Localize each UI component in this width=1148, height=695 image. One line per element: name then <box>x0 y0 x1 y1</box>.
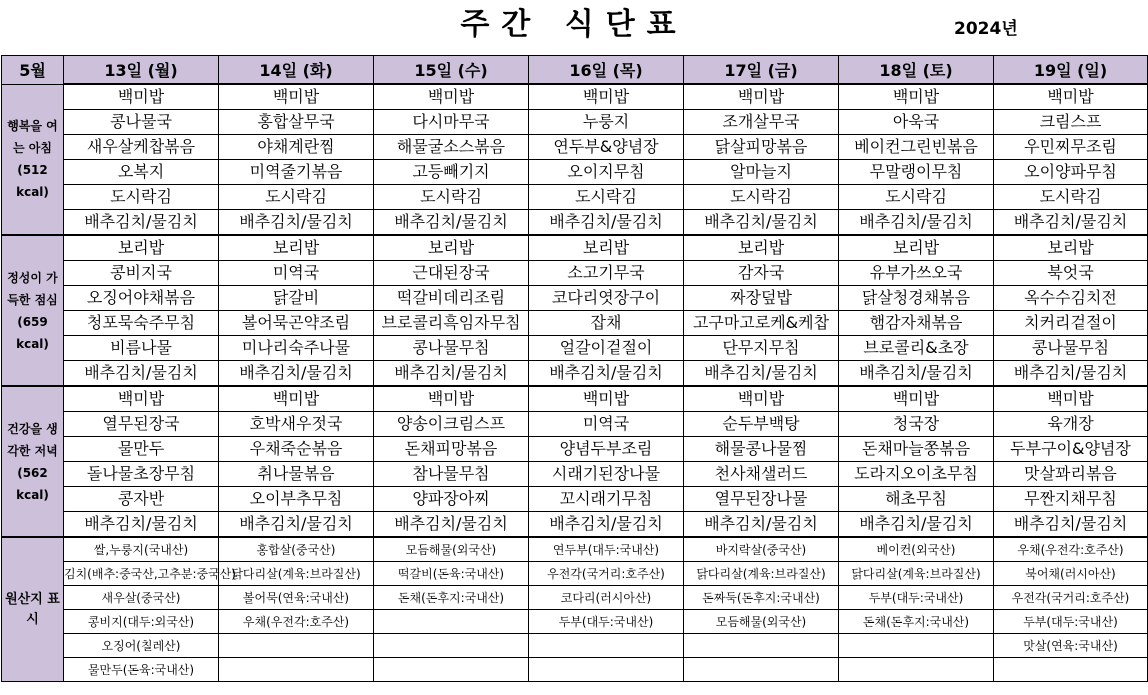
meal-row <box>2 210 1148 236</box>
menu-item: 오이지무침 <box>529 160 684 185</box>
menu-item: 백미밥 <box>839 84 994 110</box>
menu-item: 고구마고로케&케찹 <box>684 311 839 336</box>
menu-item: 백미밥 <box>994 84 1148 110</box>
menu-item: 잡채 <box>529 311 684 336</box>
menu-item: 물만두 <box>64 437 219 462</box>
menu-item: 북엇국 <box>994 261 1148 286</box>
origin-item <box>219 658 374 682</box>
origin-item: 우전각(국거리:호주산) <box>529 562 684 586</box>
meal-label: 정성이 가득한 점심 (659 kcal) <box>2 235 64 386</box>
menu-item: 크림스프 <box>994 110 1148 135</box>
menu-body <box>2 84 1148 682</box>
menu-item: 도시락김 <box>219 185 374 210</box>
menu-item: 백미밥 <box>529 386 684 412</box>
header-row <box>2 56 1148 85</box>
origin-item <box>219 634 374 658</box>
menu-item: 취나물볶음 <box>219 462 374 487</box>
origin-item: 닭다리살(계육:브라질산) <box>839 562 994 586</box>
menu-item: 배추김치/물김치 <box>64 512 219 538</box>
origin-row <box>2 586 1148 610</box>
menu-item: 천사채샐러드 <box>684 462 839 487</box>
menu-item: 도시락김 <box>684 185 839 210</box>
menu-item: 배추김치/물김치 <box>994 210 1148 236</box>
menu-item: 호박새우젓국 <box>219 412 374 437</box>
day-header: 19일 (일) <box>994 56 1148 85</box>
menu-item: 백미밥 <box>994 386 1148 412</box>
origin-row <box>2 537 1148 562</box>
menu-item: 백미밥 <box>64 84 219 110</box>
origin-item: 돈채(돈후지:국내산) <box>374 586 529 610</box>
origin-item: 쌀,누룽지(국내산) <box>64 537 219 562</box>
menu-item: 치커리겉절이 <box>994 311 1148 336</box>
menu-item: 해물굴소스볶음 <box>374 135 529 160</box>
menu-item: 닭갈비 <box>219 286 374 311</box>
page-title: 주간 식단표 <box>460 7 688 42</box>
meal-row <box>2 160 1148 185</box>
origin-row <box>2 562 1148 586</box>
menu-item: 오이부추무침 <box>219 487 374 512</box>
origin-item: 모듬해물(외국산) <box>374 537 529 562</box>
menu-item: 햄감자채볶음 <box>839 311 994 336</box>
menu-item: 보리밥 <box>64 235 219 261</box>
menu-item: 양송이크림스프 <box>374 412 529 437</box>
day-header: 13일 (월) <box>64 56 219 85</box>
menu-item: 콩나물국 <box>64 110 219 135</box>
origin-item: 두부(대두:국내산) <box>994 610 1148 634</box>
menu-item: 배추김치/물김치 <box>219 512 374 538</box>
menu-item: 닭살청경채볶음 <box>839 286 994 311</box>
menu-item: 배추김치/물김치 <box>839 210 994 236</box>
menu-item: 오이양파무침 <box>994 160 1148 185</box>
origin-item: 콩비지(대두:외국산) <box>64 610 219 634</box>
menu-item: 배추김치/물김치 <box>994 512 1148 538</box>
menu-item: 볼어묵곤약조림 <box>219 311 374 336</box>
menu-item: 짜장덮밥 <box>684 286 839 311</box>
menu-item: 보리밥 <box>684 235 839 261</box>
origin-item <box>529 634 684 658</box>
meal-row <box>2 512 1148 538</box>
menu-item: 배추김치/물김치 <box>64 361 219 387</box>
menu-item: 보리밥 <box>374 235 529 261</box>
menu-item: 배추김치/물김치 <box>684 210 839 236</box>
menu-item: 유부가쓰오국 <box>839 261 994 286</box>
menu-item: 닭살피망볶음 <box>684 135 839 160</box>
menu-item: 두부구이&양념장 <box>994 437 1148 462</box>
menu-item: 배추김치/물김치 <box>529 512 684 538</box>
menu-item: 해물콩나물찜 <box>684 437 839 462</box>
menu-item: 배추김치/물김치 <box>374 210 529 236</box>
menu-item: 양파장아찌 <box>374 487 529 512</box>
origin-item: 물만두(돈육:국내산) <box>64 658 219 682</box>
menu-item: 맛살꽈리볶음 <box>994 462 1148 487</box>
meal-row <box>2 286 1148 311</box>
day-header: 16일 (목) <box>529 56 684 85</box>
menu-item: 단무지무침 <box>684 336 839 361</box>
menu-item: 비름나물 <box>64 336 219 361</box>
menu-item: 아욱국 <box>839 110 994 135</box>
menu-item: 백미밥 <box>219 84 374 110</box>
menu-item: 배추김치/물김치 <box>64 210 219 236</box>
menu-item: 백미밥 <box>374 386 529 412</box>
meal-row <box>2 235 1148 261</box>
meal-row <box>2 311 1148 336</box>
origin-item: 우채(우전각:호주산) <box>994 537 1148 562</box>
menu-item: 콩비지국 <box>64 261 219 286</box>
menu-item: 브로콜리&초장 <box>839 336 994 361</box>
menu-item: 새우살케찹볶음 <box>64 135 219 160</box>
menu-item: 시래기된장나물 <box>529 462 684 487</box>
origin-item <box>839 634 994 658</box>
menu-item: 배추김치/물김치 <box>839 512 994 538</box>
menu-item: 배추김치/물김치 <box>374 512 529 538</box>
menu-item: 옥수수김치전 <box>994 286 1148 311</box>
meal-row <box>2 437 1148 462</box>
menu-item: 무말랭이무침 <box>839 160 994 185</box>
origin-item: 볼어묵(연육:국내산) <box>219 586 374 610</box>
menu-item: 오징어야채볶음 <box>64 286 219 311</box>
menu-item: 콩나물무침 <box>374 336 529 361</box>
menu-item: 백미밥 <box>684 386 839 412</box>
menu-item: 누룽지 <box>529 110 684 135</box>
menu-item: 미역줄기볶음 <box>219 160 374 185</box>
origin-item: 오징어(칠레산) <box>64 634 219 658</box>
origin-item: 닭다리살(계육:브라질산) <box>684 562 839 586</box>
menu-item: 청포묵숙주무침 <box>64 311 219 336</box>
meal-row <box>2 84 1148 110</box>
menu-item: 오복지 <box>64 160 219 185</box>
origin-item <box>839 658 994 682</box>
menu-item: 해초무침 <box>839 487 994 512</box>
origin-item: 두부(대두:국내산) <box>529 610 684 634</box>
origin-item: 모듬해물(외국산) <box>684 610 839 634</box>
origin-item: 떡갈비(돈육:국내산) <box>374 562 529 586</box>
meal-row <box>2 110 1148 135</box>
menu-item: 돌나물초장무침 <box>64 462 219 487</box>
origin-item: 우전각(국거리:호주산) <box>994 586 1148 610</box>
menu-item: 배추김치/물김치 <box>529 361 684 387</box>
menu-item: 도시락김 <box>994 185 1148 210</box>
menu-item: 돈채마늘쫑볶음 <box>839 437 994 462</box>
menu-item: 다시마무국 <box>374 110 529 135</box>
menu-item: 보리밥 <box>994 235 1148 261</box>
month-header: 5월 <box>2 56 64 85</box>
meal-row <box>2 336 1148 361</box>
origin-item <box>374 610 529 634</box>
menu-item: 배추김치/물김치 <box>219 361 374 387</box>
menu-item: 무짠지채무침 <box>994 487 1148 512</box>
menu-item: 소고기무국 <box>529 261 684 286</box>
menu-item: 도시락김 <box>529 185 684 210</box>
menu-item: 보리밥 <box>529 235 684 261</box>
menu-item: 육개장 <box>994 412 1148 437</box>
origin-item: 베이컨(외국산) <box>839 537 994 562</box>
meal-row <box>2 386 1148 412</box>
menu-item: 청국장 <box>839 412 994 437</box>
menu-item: 야채계란찜 <box>219 135 374 160</box>
menu-item: 열무된장국 <box>64 412 219 437</box>
origin-item: 바지락살(중국산) <box>684 537 839 562</box>
menu-item: 도라지오이초무침 <box>839 462 994 487</box>
meal-row <box>2 261 1148 286</box>
menu-item: 양념두부조림 <box>529 437 684 462</box>
menu-item: 연두부&양념장 <box>529 135 684 160</box>
menu-item: 미역국 <box>219 261 374 286</box>
menu-table <box>1 55 1148 682</box>
menu-item: 배추김치/물김치 <box>994 361 1148 387</box>
menu-item: 근대된장국 <box>374 261 529 286</box>
origin-item: 돈짜둑(돈후지:국내산) <box>684 586 839 610</box>
day-header: 14일 (화) <box>219 56 374 85</box>
year-label: 2024년 <box>954 19 1018 39</box>
origin-item <box>684 634 839 658</box>
menu-item: 배추김치/물김치 <box>839 361 994 387</box>
menu-item: 배추김치/물김치 <box>684 512 839 538</box>
menu-item: 백미밥 <box>64 386 219 412</box>
menu-item: 도시락김 <box>839 185 994 210</box>
origin-item <box>684 658 839 682</box>
meal-row <box>2 412 1148 437</box>
meal-row <box>2 185 1148 210</box>
menu-item: 돈채피망볶음 <box>374 437 529 462</box>
menu-item: 감자국 <box>684 261 839 286</box>
origin-item: 코다리(러시아산) <box>529 586 684 610</box>
origin-row <box>2 610 1148 634</box>
menu-item: 꼬시래기무침 <box>529 487 684 512</box>
menu-item: 콩자반 <box>64 487 219 512</box>
origin-item <box>374 658 529 682</box>
meal-row <box>2 487 1148 512</box>
menu-item: 우민찌무조림 <box>994 135 1148 160</box>
origin-item: 맛살(연육:국내산) <box>994 634 1148 658</box>
menu-item: 베이컨그린빈볶음 <box>839 135 994 160</box>
menu-item: 콩나물무침 <box>994 336 1148 361</box>
menu-item: 백미밥 <box>219 386 374 412</box>
menu-item: 알마늘지 <box>684 160 839 185</box>
origin-item: 김치(배추:중국산,고추분:중국산) <box>64 562 219 586</box>
meal-label: 행복을 여는 아침 (512 kcal) <box>2 84 64 235</box>
menu-item: 순두부백탕 <box>684 412 839 437</box>
menu-item: 보리밥 <box>219 235 374 261</box>
menu-item: 배추김치/물김치 <box>219 210 374 236</box>
origin-item: 우채(우전각:호주산) <box>219 610 374 634</box>
menu-item: 고등빼기지 <box>374 160 529 185</box>
menu-item: 보리밥 <box>839 235 994 261</box>
origin-item: 연두부(대두:국내산) <box>529 537 684 562</box>
origin-item: 새우살(중국산) <box>64 586 219 610</box>
menu-item: 조개살무국 <box>684 110 839 135</box>
meal-row <box>2 462 1148 487</box>
meal-label: 건강을 생각한 저녁 (562 kcal) <box>2 386 64 537</box>
origin-item: 북어채(러시아산) <box>994 562 1148 586</box>
origin-item <box>374 634 529 658</box>
menu-item: 코다리엿장구이 <box>529 286 684 311</box>
origin-item: 두부(대두:국내산) <box>839 586 994 610</box>
origin-item: 홍합살(중국산) <box>219 537 374 562</box>
origin-item: 닭다리살(계육:브라질산) <box>219 562 374 586</box>
menu-item: 배추김치/물김치 <box>684 361 839 387</box>
menu-item: 떡갈비데리조림 <box>374 286 529 311</box>
day-header: 18일 (토) <box>839 56 994 85</box>
origin-label: 원산지 표시 <box>2 537 64 682</box>
day-header: 17일 (금) <box>684 56 839 85</box>
origin-row <box>2 634 1148 658</box>
meal-row <box>2 361 1148 387</box>
menu-item: 브로콜리흑임자무침 <box>374 311 529 336</box>
menu-item: 열무된장나물 <box>684 487 839 512</box>
origin-item <box>994 658 1148 682</box>
origin-item <box>529 658 684 682</box>
menu-item: 참나물무침 <box>374 462 529 487</box>
meal-row <box>2 135 1148 160</box>
menu-item: 백미밥 <box>374 84 529 110</box>
origin-item: 돈채(돈후지:국내산) <box>839 610 994 634</box>
menu-item: 얼갈이겉절이 <box>529 336 684 361</box>
origin-row <box>2 658 1148 682</box>
menu-item: 도시락김 <box>64 185 219 210</box>
day-header: 15일 (수) <box>374 56 529 85</box>
menu-item: 배추김치/물김치 <box>374 361 529 387</box>
menu-item: 미역국 <box>529 412 684 437</box>
menu-item: 우채죽순볶음 <box>219 437 374 462</box>
menu-item: 미나리숙주나물 <box>219 336 374 361</box>
menu-item: 홍합살무국 <box>219 110 374 135</box>
menu-item: 백미밥 <box>684 84 839 110</box>
menu-item: 배추김치/물김치 <box>529 210 684 236</box>
menu-item: 백미밥 <box>529 84 684 110</box>
menu-item: 도시락김 <box>374 185 529 210</box>
menu-item: 백미밥 <box>839 386 994 412</box>
